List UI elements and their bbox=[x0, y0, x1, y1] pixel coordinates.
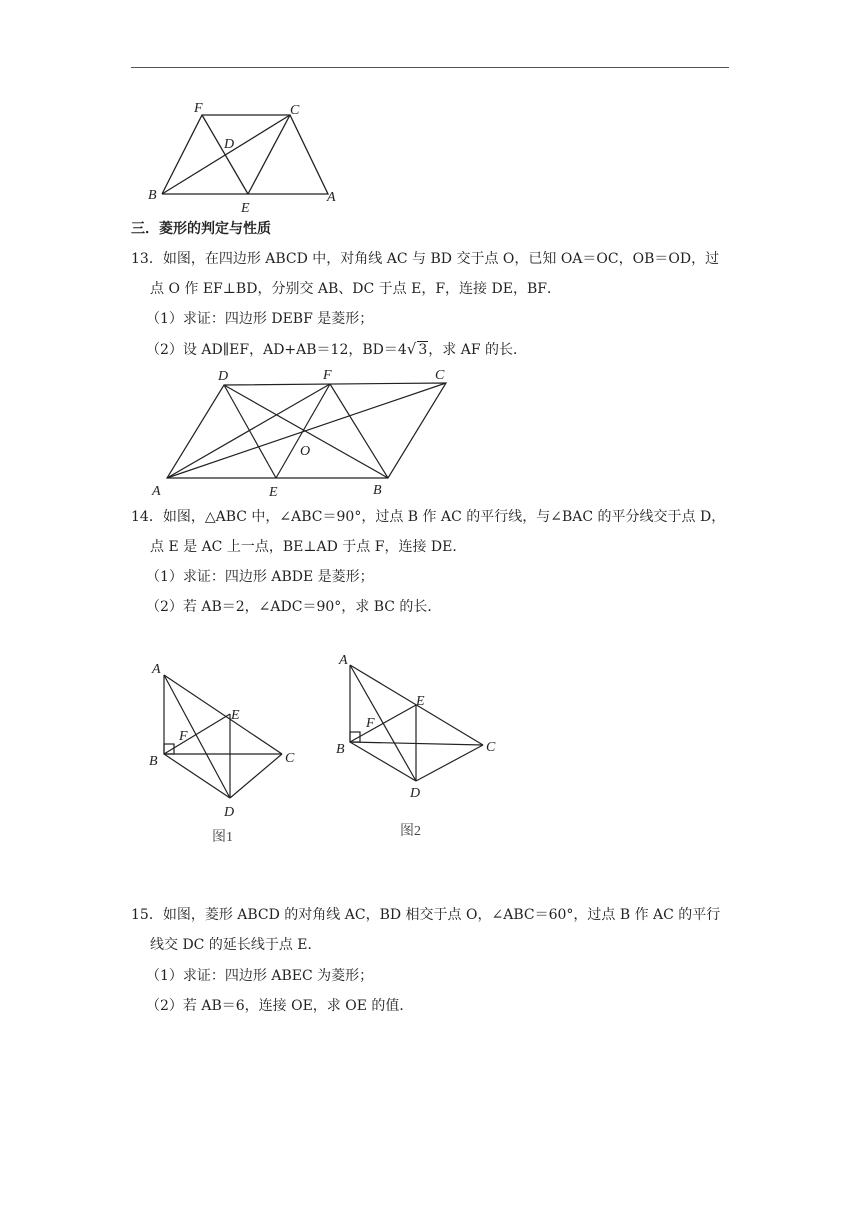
label-F: F bbox=[194, 101, 203, 116]
q13-part1: （1）求证：四边形 DEBF 是菱形； bbox=[146, 311, 374, 327]
label-A: A bbox=[152, 662, 161, 677]
q15-line1: 15．如图，菱形 ABCD 的对角线 AC，BD 相交于点 O，∠ABC＝60°，过点 B 作 AC 的平行 bbox=[131, 907, 721, 923]
label-B: B bbox=[149, 754, 158, 769]
label-E: E bbox=[241, 201, 250, 216]
label-A: A bbox=[339, 653, 348, 668]
label-B: B bbox=[336, 742, 345, 757]
label-C: C bbox=[435, 368, 445, 383]
q14-line1: 14．如图，△ABC 中，∠ABC＝90°，过点 B 作 AC 的平行线，与∠BAC 的平分线交于点 D， bbox=[131, 509, 726, 525]
q14-part1: （1）求证：四边形 ABDE 是菱形； bbox=[146, 569, 374, 585]
label-E: E bbox=[269, 485, 278, 500]
label-D: D bbox=[410, 786, 421, 801]
q13-part2 bbox=[146, 339, 527, 360]
q15-line2: 线交 DC 的延长线于点 E． bbox=[150, 937, 322, 953]
figure-caption-2: 图2 bbox=[400, 824, 421, 839]
label-F: F bbox=[323, 368, 332, 383]
label-E: E bbox=[231, 708, 240, 723]
q13-line1: 13．如图，在四边形 ABCD 中，对角线 AC 与 BD 交于点 O，已知 OA＝OC，OB＝OD，过 bbox=[131, 251, 720, 267]
q14-part2: （2）若 AB＝2，∠ADC＝90°，求 BC 的长． bbox=[146, 599, 442, 615]
header-rule bbox=[131, 67, 729, 68]
label-C: C bbox=[486, 740, 496, 755]
label-F: F bbox=[366, 716, 375, 731]
figure-q14-2 bbox=[330, 645, 505, 840]
label-D: D bbox=[224, 137, 235, 152]
q13-sqrt-radicand: 3 bbox=[418, 342, 428, 358]
q13-part2-tail: ，求 AF 的长． bbox=[428, 342, 528, 358]
label-C: C bbox=[290, 103, 300, 118]
label-A: A bbox=[327, 190, 336, 205]
sqrt-symbol: √ bbox=[406, 340, 417, 358]
label-A: A bbox=[152, 484, 161, 499]
label-D: D bbox=[218, 369, 229, 384]
q15-part2: （2）若 AB＝6，连接 OE，求 OE 的值． bbox=[146, 998, 414, 1014]
q13-line2: 点 O 作 EF⊥BD，分别交 AB、DC 于点 E，F，连接 DE，BF． bbox=[150, 281, 561, 297]
label-E: E bbox=[416, 694, 425, 709]
figure-q13 bbox=[140, 365, 460, 500]
figure-q14-1 bbox=[140, 655, 310, 850]
label-F: F bbox=[179, 729, 188, 744]
figure-trapezoid bbox=[140, 98, 350, 216]
label-O: O bbox=[300, 444, 311, 459]
label-C: C bbox=[285, 751, 295, 766]
label-D: D bbox=[224, 805, 235, 820]
figure-caption-1: 图1 bbox=[212, 830, 233, 845]
section-title: 三．菱形的判定与性质 bbox=[131, 221, 271, 237]
q15-part1: （1）求证：四边形 ABEC 为菱形； bbox=[146, 968, 374, 984]
q14-line2: 点 E 是 AC 上一点，BE⊥AD 于点 F，连接 DE． bbox=[150, 539, 467, 555]
label-B: B bbox=[148, 188, 157, 203]
label-B: B bbox=[373, 483, 382, 498]
q13-part2-text: （2）设 AD∥EF，AD+AB＝12，BD＝4 bbox=[146, 342, 407, 358]
